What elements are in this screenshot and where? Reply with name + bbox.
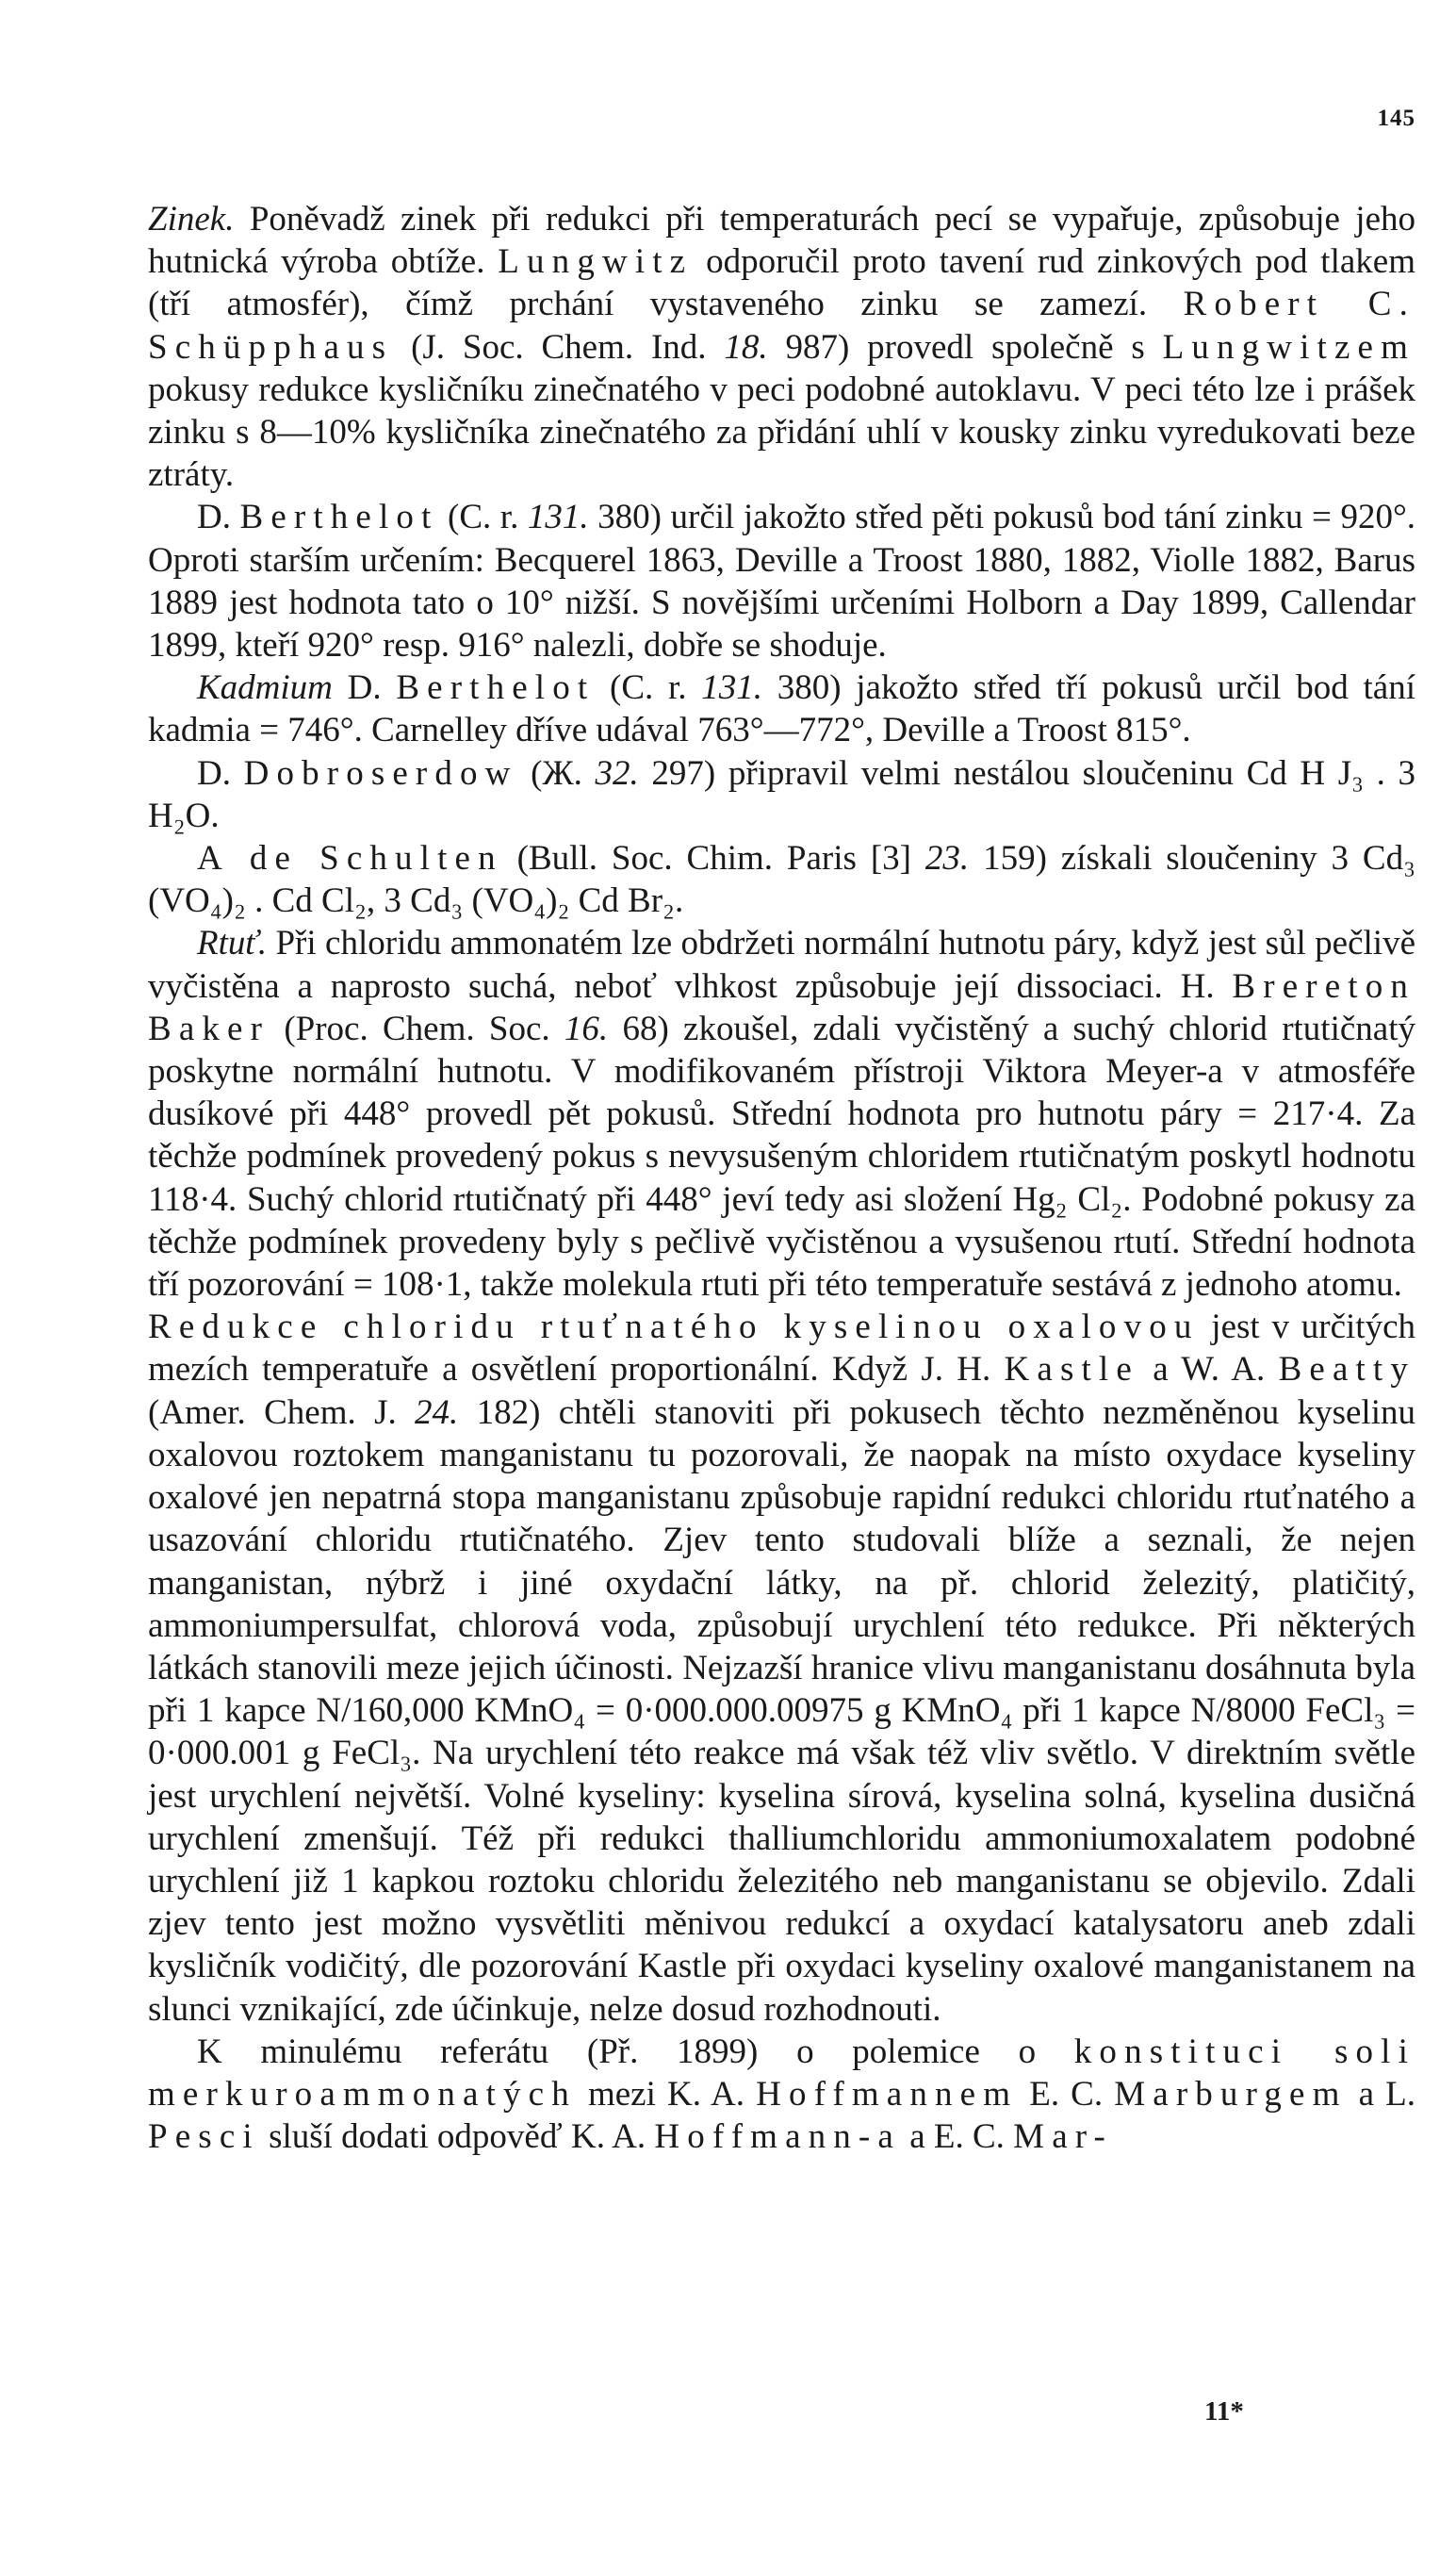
paragraph-kadmium [148,666,1415,751]
italic-term: 23. [924,839,970,879]
italic-term: 24. [415,1392,459,1432]
spaced-name: A de Schulten [197,839,503,879]
spaced-name: Redukce chloridu rtuťnatého kyselinou oxalovou [148,1308,1200,1347]
spaced-name: Hoffmann-a [654,2117,901,2157]
text-run: sluší dodati odpověď K. A. [259,2117,655,2157]
paragraph-rtut [148,922,1415,1306]
italic-term: 16. [564,1009,609,1048]
text-run: jest v určitých mezích temperatuře a osvětlení proportionální. Když J. H. [148,1308,1415,1390]
paragraph-dobroserdow [148,752,1415,837]
spaced-name: Robert C. Schüpphaus [148,285,1415,367]
text-run: 987) provedl společně s [767,327,1163,367]
italic-term: 32. [595,753,639,793]
spaced-name: Berthelot [396,668,596,708]
italic-term: Zinek. [148,200,235,239]
body-text [148,198,1415,2158]
text-run: Poněvadž zinek při redukci při temperaturách pecí se vypařuje, způsobuje jeho hutnická výroba obtíže. [148,200,1415,282]
text-run: (C. r. [595,668,702,708]
text-run: 380) určil jakožto střed pěti pokusů bod tání zinku = 920°. Oproti starším určením: Becquerel 1863, Deville a Troost 1880, 1882, Violle 1882, Barus 1889 jest hodnota tato o 10° nižší. S novějšími určeními Holborn a Day 1899, Callendar 1899, kteří 920° resp. 916° nalezli, dobře se shoduje. [148,498,1415,666]
italic-term: 131. [701,668,762,708]
page-number: 145 [1377,106,1415,131]
spaced-name: Beatty [1278,1350,1415,1390]
italic-term: Rtuť. [197,924,268,963]
text-run: (Proc. Chem. Soc. [270,1009,564,1048]
text-run: (C. r. [438,498,528,537]
spaced-name: Pesci [148,2117,260,2157]
text-run: Při chloridu ammonatém lze obdržeti normální hutnotu páry, když jest sůl pečlivě vyčistěna a naprosto suchá, neboť vlhkost způsobuje její dissociaci. H. [148,924,1415,1006]
text-run: pokusy redukce kysličníku zinečnatého v peci podobné autoklavu. V peci této lze i prášek zinku s 8—10% kysličníka zinečnatého za přidání uhlí v kousky zinku vyredukovati beze ztráty. [148,370,1415,495]
spaced-name: Hoffmannem [756,2074,1019,2114]
text-run: D. [197,498,240,537]
spaced-name: Dobroserdow [243,753,518,793]
text-run: 68) zkoušel, zdali vyčistěný a suchý chlorid rtutičnatý poskytne normální hutnotu. V modifikovaném přístroji Viktora Meyer-a v atmosféře dusíkové při 448° provedl pět pokusů. Střední hodnota pro hutnotu páry = 217·4. Za těchže podmínek provedený pokus s nevysušeným chloridem rtutičnatým poskytl hodnotu 118·4. Suchý chlorid rtutičnatý při 448° jeví tedy asi složení Hg₂ Cl₂. Podobné pokusy za těchže podmínek provedeny byly s pečlivě vyčistěnou a vysušenou rtutí. Střední hodnota tří pozorování = 108·1, takže molekula rtuti při této temperatuře sestává z jednoho atomu. [148,1009,1415,1305]
text-run: a L. [1347,2074,1415,2114]
text-run: (J. Soc. Chem. Ind. [393,327,725,367]
italic-term: 131. [527,498,589,537]
spaced-name: Lungwitzem [1162,327,1415,367]
text-run: D. [197,753,244,793]
spaced-name: Berthelot [239,498,439,537]
text-run: (Bull. Soc. Chim. Paris [3] [502,839,925,879]
paragraph-berthelot-zinc [148,496,1415,666]
text-run: mezi K. A. [576,2074,757,2114]
italic-term: Kadmium [197,668,333,708]
text-run: 182) chtěli stanoviti při pokusech těchto nezměněnou kyselinu oxalovou roztokem manganistanu tu pozorovali, že naopak na místo oxydace kyseliny oxalové jen nepatrná stopa manganistanu způsobuje rapidní redukci chloridu rtuťnatého a usazování chloridu rtutičnatého. Zjev tento studovali blíže a seznali, že nejen manganistan, nýbrž i jiné oxydační látky, na př. chlorid železitý, platičitý, ammoniumpersulfat, chlorová voda, způsobují urychlení této redukce. Při některých látkách stanovili meze jejich účinosti. Nejzazší hranice vlivu manganistanu dosáhnuta byla při 1 kapce N/160,000 KMnO₄ = 0·000.000.00975 g KMnO₄ při 1 kapce N/8000 FeCl₃ = 0·000.001 g FeCl₃. Na urychlení této reakce má však též vliv světlo. V direktním světle jest urychlení největší. Volné kyseliny: kyselina sírová, kyselina solná, kyselina dusičná urychlení zmenšují. Též při redukci thalliumchloridu ammoniumoxalatem podobné urychlení již 1 kapkou roztoku chloridu železitého neb manganistanu se objevilo. Zdali zjev tento jest možno vysvětliti měnivou redukcí a oxydací katalysatoru aneb zdali kysličník vodičitý, dle pozorování Kastle při oxydaci kyseliny oxalové manganistanem na slunci vznikající, zde účinkuje, nelze dosud rozhodnouti. [148,1392,1415,2029]
spaced-name: Mar- [1013,2117,1113,2157]
text-run: a W. A. [1138,1350,1279,1390]
spaced-name: Marburgem [1114,2074,1348,2114]
paragraph-zinek [148,198,1415,496]
paragraph-redukce [148,1306,1415,2030]
text-run: E. C. [1018,2074,1115,2114]
text-run: a E. C. [900,2117,1014,2157]
paragraph-schulten [148,837,1415,922]
text-run: 159) získali sloučeniny 3 Cd₃ (VO₄)₂ . Cd Cl₂, 3 Cd₃ (VO₄)₂ Cd Br₂. [148,839,1415,921]
signature-mark: 11* [1204,2396,1244,2427]
text-run: 380) jakožto střed tří pokusů určil bod tání kadmia = 746°. Carnelley dříve udával 763°—772°, Deville a Troost 815°. [148,668,1415,750]
text-run: K minulému referátu (Př. 1899) o polemice o [197,2032,1074,2071]
text-run: 297) připravil velmi nestálou sloučeninu Cd H J₃ . 3 H₂O. [148,753,1415,835]
spaced-name: Brereton Baker [148,966,1415,1048]
text-run: (Ж. [517,753,596,793]
spaced-name: konstituci soli merkuroammonatých [148,2032,1415,2114]
text-run: D. [332,668,397,708]
text-run: odporučil proto tavení rud zinkových pod tlakem (tří atmosfér), čímž prchání vystaveného zinku se zamezí. [148,242,1415,324]
paragraph-merkuroammonate [148,2031,1415,2159]
spaced-name: Kastle [1004,1350,1139,1390]
italic-term: 18. [724,327,768,367]
spaced-name: Lungwitz [498,242,694,282]
text-run: (Amer. Chem. J. [148,1392,416,1432]
